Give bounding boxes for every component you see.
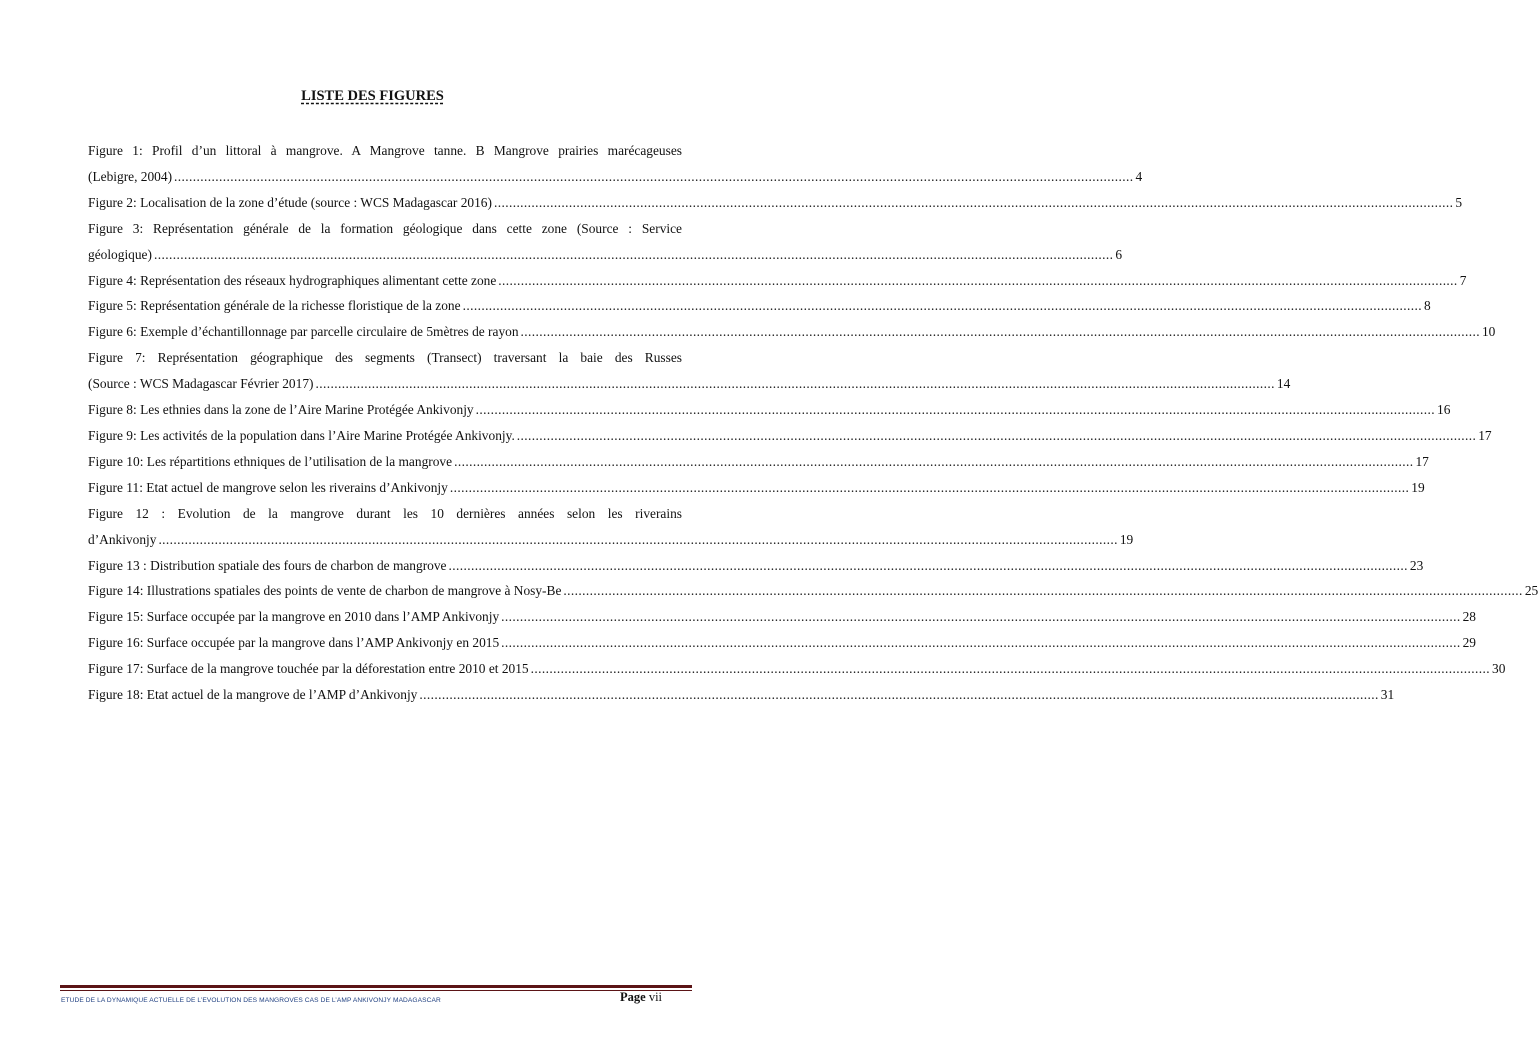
figure-entry[interactable] [88, 268, 1467, 294]
footer-page-value: vii [648, 990, 663, 1004]
figure-entry-text-line: Figure 12 : Evolution de la mangrove durant les 10 dernières années selon les riverains [88, 505, 682, 521]
figure-entry-page: 17 [1478, 427, 1492, 443]
figure-entry-line [88, 164, 1143, 190]
figure-entry-line [88, 553, 1424, 579]
figure-entry-page: 30 [1492, 661, 1506, 677]
figure-entry[interactable] [88, 604, 1476, 630]
figure-entry[interactable] [88, 578, 1538, 604]
figure-entry-text-line: Figure 7: Représentation géographique des segments (Transect) traversant la baie des Russes [88, 350, 682, 366]
figure-entry-page: 31 [1380, 687, 1395, 703]
figure-entry-title: Figure 17: Surface de la mangrove touchée par la déforestation entre 2010 et 2015 [88, 661, 529, 677]
dot-leader [315, 371, 1274, 397]
dot-leader [531, 656, 1490, 682]
figure-entry-line [88, 293, 1431, 319]
figure-entry-page: 29 [1462, 635, 1476, 651]
dot-leader [174, 164, 1133, 190]
figure-entry-page: 23 [1409, 557, 1424, 573]
figure-entry-title: Figure 8: Les ethnies dans la zone de l’Aire Marine Protégée Ankivonjy [88, 402, 474, 418]
figure-entry[interactable] [88, 216, 1123, 268]
figure-entry-title: Figure 9: Les activités de la population dans l’Aire Marine Protégée Ankivonjy. [88, 427, 515, 443]
figure-list [88, 138, 1538, 708]
figure-entry-text-line: Figure 1: Profil d’un littoral à mangrove. A Mangrove tanne. B Mangrove prairies marécageuses [88, 143, 682, 158]
figure-entry-page: 6 [1115, 246, 1123, 262]
dot-leader [449, 553, 1408, 579]
figure-entry[interactable] [88, 423, 1492, 449]
footer-page-number [620, 990, 662, 1005]
figure-entry-title: Figure 11: Etat actuel de mangrove selon les riverains d’Ankivonjy [88, 479, 448, 495]
dot-leader [501, 604, 1460, 630]
dot-leader [494, 190, 1453, 216]
figure-entry-title: Figure 15: Surface occupée par la mangrove en 2010 dans l’AMP Ankivonjy [88, 609, 500, 625]
page-title: LISTE DES FIGURES [301, 88, 444, 104]
dot-leader [158, 527, 1117, 553]
figure-entry-page: 17 [1415, 453, 1429, 469]
figure-entry-page: 25 [1524, 583, 1538, 599]
figure-entry-line [88, 268, 1467, 294]
figure-entry-title: géologique) [88, 246, 152, 262]
figure-entry-title: Figure 16: Surface occupée par la mangrove dans l’AMP Ankivonjy en 2015 [88, 635, 500, 651]
figure-entry[interactable] [88, 501, 1134, 553]
footer-rule-thick [60, 985, 692, 988]
figure-entry-line [88, 371, 1291, 397]
figure-entry[interactable] [88, 397, 1451, 423]
figure-entry-page: 14 [1276, 376, 1291, 392]
figure-entry-page: 4 [1135, 168, 1143, 184]
figure-entry-line [88, 630, 1476, 656]
figure-entry-title: Figure 2: Localisation de la zone d’étude (source : WCS Madagascar 2016) [88, 194, 492, 210]
figure-entry-title: Figure 14: Illustrations spatiales des points de vente de charbon de mangrove à Nosy-Be [88, 583, 562, 599]
dot-leader [154, 242, 1113, 268]
figure-entry-title: Figure 4: Représentation des réseaux hydrographiques alimentant cette zone [88, 272, 497, 288]
figure-entry[interactable] [88, 138, 1143, 190]
figure-entry-line [88, 656, 1506, 682]
figure-entry-line [88, 604, 1476, 630]
figure-entry[interactable] [88, 293, 1431, 319]
figure-entry-page: 8 [1423, 298, 1431, 314]
figure-entry[interactable] [88, 345, 1291, 397]
figure-entry-page: 10 [1481, 324, 1496, 340]
dot-leader [476, 397, 1435, 423]
dot-leader [517, 423, 1476, 449]
dot-leader [521, 319, 1480, 345]
figure-entry-line [88, 319, 1496, 345]
dot-leader [563, 578, 1522, 604]
figure-entry[interactable] [88, 475, 1425, 501]
figure-entry-line [88, 578, 1538, 604]
figure-entry[interactable] [88, 656, 1506, 682]
dot-leader [463, 293, 1422, 319]
figure-entry-line [88, 527, 1134, 553]
figure-entry[interactable] [88, 630, 1476, 656]
figure-entry-page: 16 [1437, 402, 1451, 418]
dot-leader [501, 630, 1460, 656]
figure-entry-page: 7 [1459, 272, 1467, 288]
figure-entry-line [88, 423, 1492, 449]
figure-entry-line [88, 242, 1123, 268]
figure-entry-line [88, 397, 1451, 423]
figure-entry-line [88, 449, 1429, 475]
figure-entry-title: (Lebigre, 2004) [88, 168, 173, 184]
figure-entry-title: (Source : WCS Madagascar Février 2017) [88, 376, 314, 392]
figure-entry-title: Figure 6: Exemple d’échantillonnage par parcelle circulaire de 5mètres de rayon [88, 324, 519, 340]
figure-entry[interactable] [88, 553, 1424, 579]
figure-entry-title: Figure 10: Les répartitions ethniques de l’utilisation de la mangrove [88, 453, 453, 469]
dot-leader [450, 475, 1409, 501]
dot-leader [498, 268, 1457, 294]
figure-entry-title: Figure 13 : Distribution spatiale des fours de charbon de mangrove [88, 557, 447, 573]
footer-rule-thin [60, 990, 692, 991]
footer-document-title: ETUDE DE LA DYNAMIQUE ACTUELLE DE L’EVOLUTION DES MANGROVES CAS DE L’AMP ANKIVONJY MADAGASCAR [61, 997, 441, 1004]
figure-entry-line [88, 190, 1463, 216]
dot-leader [454, 449, 1413, 475]
figure-entry-text-line: Figure 3: Représentation générale de la formation géologique dans cette zone (Source : Service [88, 220, 682, 236]
figure-entry-page: 19 [1119, 531, 1134, 547]
figure-entry-page: 5 [1455, 194, 1463, 210]
footer-page-label: Page [620, 990, 646, 1004]
figure-entry[interactable] [88, 190, 1463, 216]
figure-entry-title: Figure 18: Etat actuel de la mangrove de l’AMP d’Ankivonjy [88, 687, 418, 703]
figure-entry-title: d’Ankivonjy [88, 531, 157, 547]
figure-entry-page: 28 [1462, 609, 1476, 625]
figure-entry-line [88, 475, 1425, 501]
figure-entry-page: 19 [1411, 479, 1425, 495]
figure-entry[interactable] [88, 682, 1395, 708]
figure-entry[interactable] [88, 449, 1429, 475]
figure-entry[interactable] [88, 319, 1496, 345]
dot-leader [419, 682, 1378, 708]
figure-entry-line [88, 682, 1395, 708]
figure-entry-title: Figure 5: Représentation générale de la richesse floristique de la zone [88, 298, 461, 314]
